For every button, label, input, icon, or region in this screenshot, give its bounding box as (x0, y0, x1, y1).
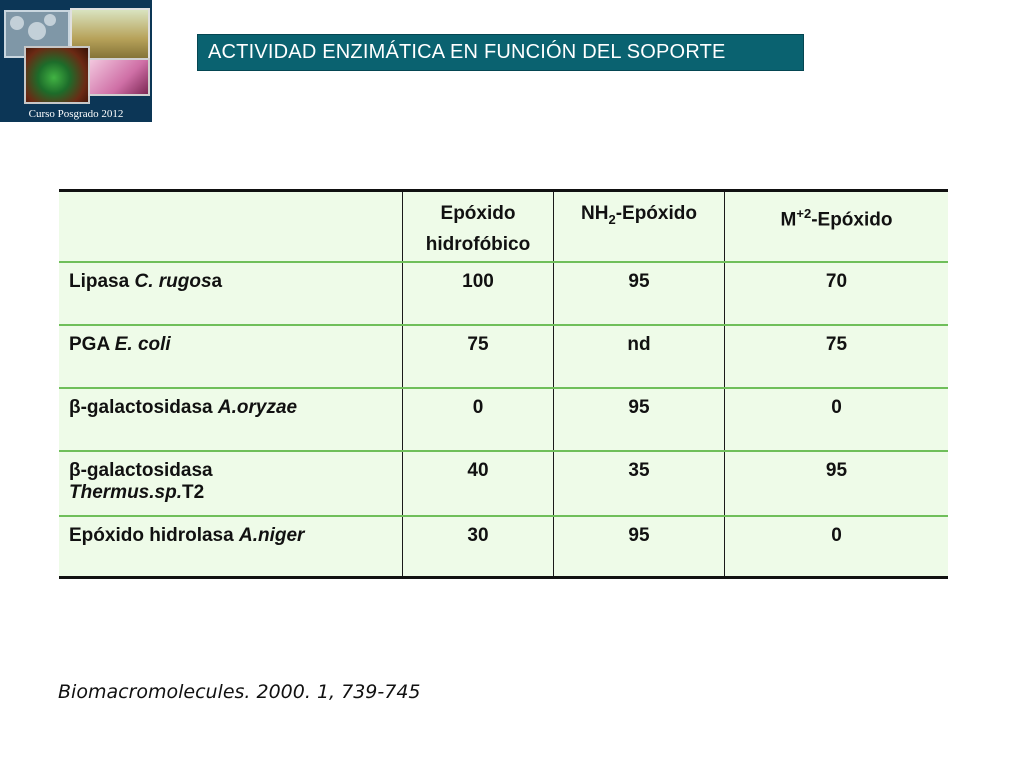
value-cell: 75 (725, 325, 949, 388)
value-cell: 70 (725, 262, 949, 325)
column-header-nh2-epoxide: $NH_2$-Epóxido (554, 191, 725, 262)
logo-caption: Curso Posgrado 2012 (28, 108, 124, 120)
microscopy-image (24, 46, 90, 104)
row-label: Lipasa C. rugosa (59, 262, 403, 325)
value-cell: 30 (403, 516, 554, 578)
value-cell: nd (554, 325, 725, 388)
slide-title: ACTIVIDAD ENZIMÁTICA EN FUNCIÓN DEL SOPORTE (208, 41, 726, 63)
molecule-sphere-icon (10, 16, 24, 30)
value-cell: 95 (554, 388, 725, 451)
value-cell: 95 (725, 451, 949, 516)
enzyme-activity-table (59, 189, 948, 579)
row-label: Epóxido hidrolasa A.niger (59, 516, 403, 578)
table-row (59, 388, 948, 451)
value-cell: 95 (554, 262, 725, 325)
row-label: PGA E. coli (59, 325, 403, 388)
value-cell: 35 (554, 451, 725, 516)
table-row (59, 451, 948, 516)
molecule-sphere-icon (44, 14, 56, 26)
header-empty-cell (59, 191, 403, 262)
column-header-hydrophobic-epoxide: Epóxido hidrofóbico (403, 191, 554, 262)
petri-dish-image (88, 58, 150, 96)
row-label: β-galactosidasa A.oryzae (59, 388, 403, 451)
value-cell: 75 (403, 325, 554, 388)
slide-title-box (197, 34, 804, 71)
table-header-row (59, 191, 948, 262)
course-logo (0, 0, 152, 122)
column-header-metal-epoxide: $M^{+2}$-Epóxido (725, 191, 949, 262)
row-label: β-galactosidasa Thermus.sp.T2 (59, 451, 403, 516)
value-cell: 0 (403, 388, 554, 451)
value-cell: 0 (725, 516, 949, 578)
value-cell: 100 (403, 262, 554, 325)
value-cell: 0 (725, 388, 949, 451)
table-row (59, 516, 948, 578)
value-cell: 40 (403, 451, 554, 516)
citation-reference: Biomacromolecules. 2000. 1, 739-745 (58, 681, 421, 703)
table-row (59, 262, 948, 325)
table-row (59, 325, 948, 388)
value-cell: 95 (554, 516, 725, 578)
molecule-sphere-icon (28, 22, 46, 40)
